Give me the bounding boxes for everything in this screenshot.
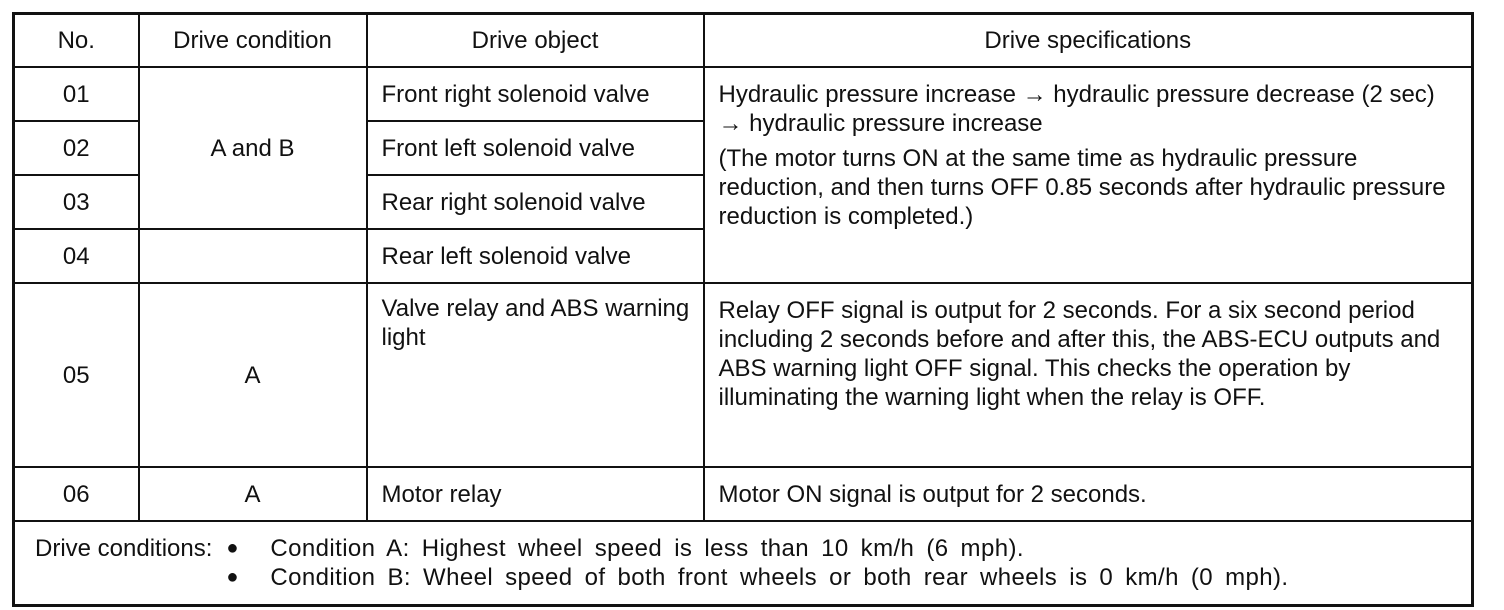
drive-condition-cell: A and B: [139, 67, 367, 229]
table-row: [14, 467, 1473, 521]
header-row: [14, 14, 1473, 68]
drive-spec-cell: [704, 67, 1473, 283]
drive-conditions-notes: [14, 521, 1473, 606]
drive-object-cell: Motor relay: [367, 467, 704, 521]
row-number: 04: [14, 229, 139, 283]
spec-note-text: (The motor turns ON at the same time as hydraulic pressure reduction, and then turns OFF 0.85 seconds after hydraulic pressure reduction is completed.): [718, 145, 1446, 230]
header-drive-condition: Drive condition: [139, 14, 367, 68]
drive-spec-table: [12, 12, 1474, 607]
drive-object-cell: Front left solenoid valve: [367, 121, 704, 175]
drive-condition-cell: [139, 229, 367, 283]
header-drive-object: Drive object: [367, 14, 704, 68]
row-number: 03: [14, 175, 139, 229]
row-number: 05: [14, 283, 139, 467]
notes-label: Drive conditions:: [35, 535, 213, 562]
drive-object-cell: Front right solenoid valve: [367, 67, 704, 121]
header-no: No.: [14, 14, 139, 68]
condition-b-note: Condition B: Wheel speed of both front wheels or both rear wheels is 0 km/h (0 mph).: [270, 564, 1289, 591]
row-number: 01: [14, 67, 139, 121]
row-number: 02: [14, 121, 139, 175]
row-number: 06: [14, 467, 139, 521]
drive-object-cell: Valve relay and ABS warning light: [367, 283, 704, 467]
spec-text: Hydraulic pressure increase → hydraulic pressure decrease (2 sec) → hydraulic pressure increase: [718, 81, 1435, 137]
drive-condition-cell: A: [139, 283, 367, 467]
condition-a-note: Condition A: Highest wheel speed is less than 10 km/h (6 mph).: [270, 535, 1024, 562]
bullet-icon: ●: [226, 566, 239, 588]
notes-row: [14, 521, 1473, 606]
drive-spec-cell: Motor ON signal is output for 2 seconds.: [704, 467, 1473, 521]
table-row: [14, 67, 1473, 121]
table-row: [14, 283, 1473, 467]
drive-object-cell: Rear right solenoid valve: [367, 175, 704, 229]
bullet-icon: ●: [226, 537, 239, 559]
drive-spec-cell: Relay OFF signal is output for 2 seconds. For a six second period including 2 seconds before and after this, the ABS-ECU outputs and ABS warning light OFF signal. This checks the operation by illuminating the warning light when the relay is OFF.: [704, 283, 1473, 467]
drive-condition-cell: A: [139, 467, 367, 521]
header-drive-specifications: Drive specifications: [704, 14, 1473, 68]
drive-object-cell: Rear left solenoid valve: [367, 229, 704, 283]
